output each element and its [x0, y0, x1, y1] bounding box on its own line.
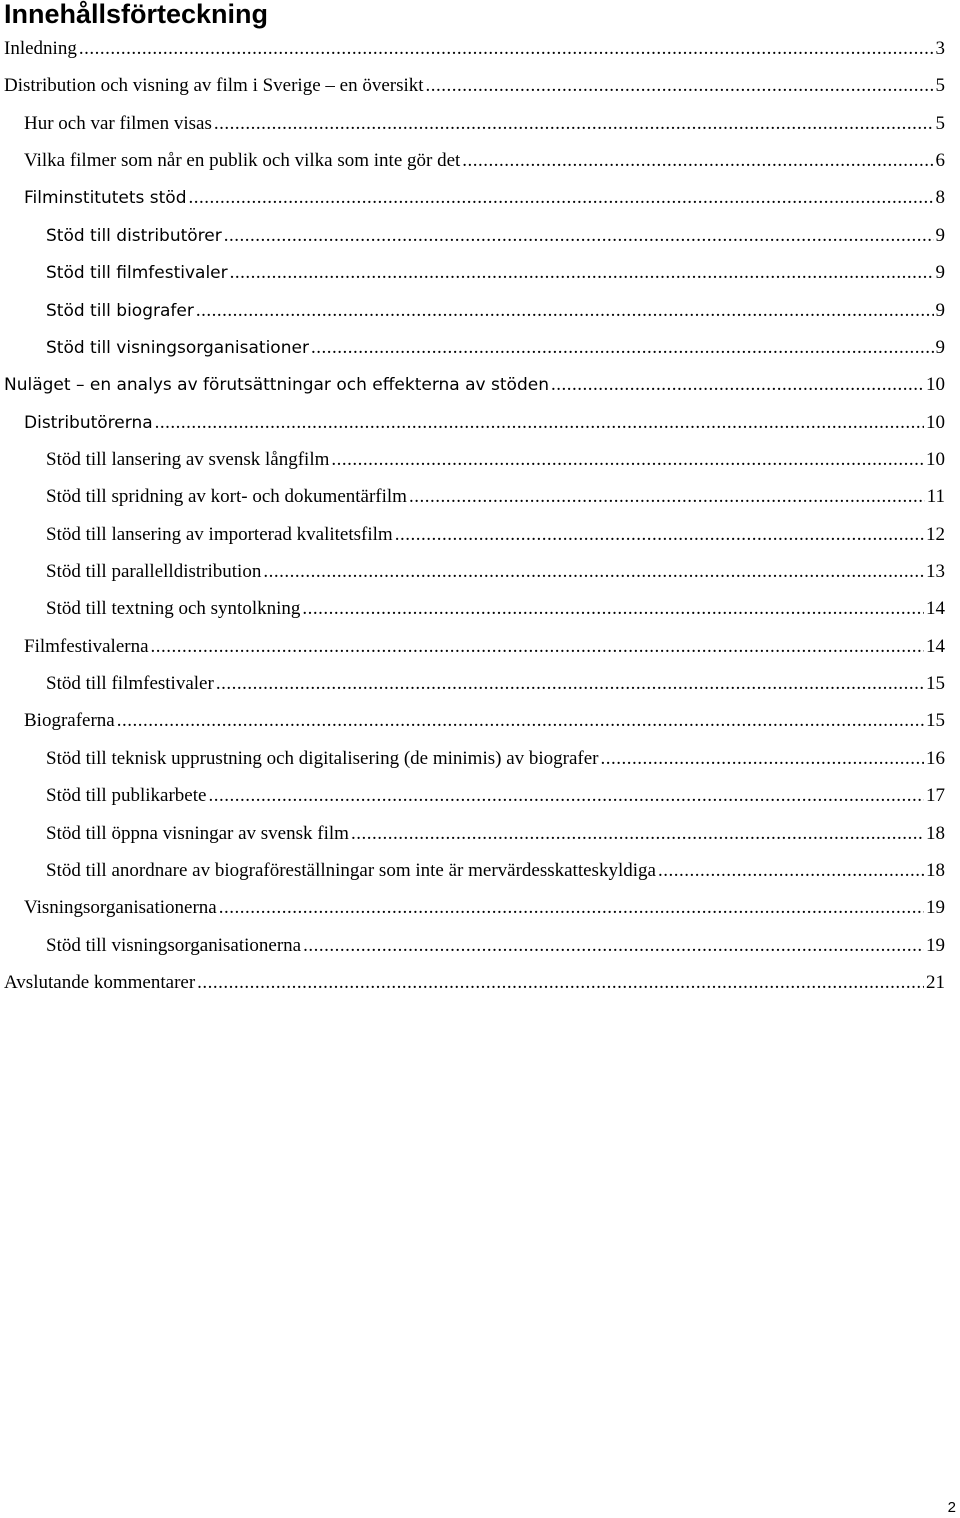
toc-dot-leader	[219, 889, 924, 926]
toc-entry-page: 21	[926, 971, 945, 993]
toc-entry-label: Biograferna	[24, 710, 115, 732]
toc-entry[interactable]	[0, 815, 945, 852]
toc-entry[interactable]	[0, 852, 945, 889]
toc-entry-page: 18	[926, 859, 945, 881]
toc-entry[interactable]	[0, 142, 945, 179]
toc-dot-leader	[155, 404, 924, 441]
toc-entry[interactable]	[0, 553, 945, 590]
toc-entry-page: 15	[926, 673, 945, 695]
toc-entry[interactable]	[0, 217, 945, 254]
toc-entry-label: Stöd till lansering av svensk långfilm	[46, 448, 330, 470]
toc-dot-leader	[216, 665, 924, 702]
toc-entry-label: Inledning	[4, 38, 77, 59]
toc-entry[interactable]	[0, 478, 945, 515]
toc-entry-label: Stöd till visningsorganisationer	[46, 337, 309, 358]
toc-entry[interactable]	[0, 254, 945, 291]
toc-dot-leader	[351, 815, 924, 852]
toc-entry-page: 14	[926, 635, 945, 657]
toc-entry-page: 12	[926, 523, 945, 545]
toc-dot-leader	[426, 67, 934, 104]
toc-entry-label: Stöd till distributörer	[46, 225, 222, 246]
toc-entry-label: Stöd till parallelldistribution	[46, 561, 262, 583]
toc-entry[interactable]	[0, 105, 945, 142]
toc-entry-page: 15	[926, 710, 945, 732]
toc-entry-label: Stöd till visningsorganisationerna	[46, 934, 302, 956]
toc-entry[interactable]	[0, 404, 945, 441]
toc-entry-page: 19	[926, 897, 945, 919]
toc-entry-page: 17	[926, 785, 945, 807]
toc-entry-page: 9	[935, 336, 945, 358]
toc-entry[interactable]	[0, 441, 945, 478]
toc-entry[interactable]	[0, 889, 945, 926]
toc-dot-leader	[601, 740, 924, 777]
toc-entry-page: 10	[926, 411, 945, 433]
toc-dot-leader	[230, 254, 934, 291]
toc-entry-label: Stöd till biografer	[46, 300, 194, 321]
toc-dot-leader	[263, 553, 924, 590]
toc-entry-label: Stöd till filmfestivaler	[46, 263, 228, 284]
toc-dot-leader	[197, 964, 924, 1001]
toc-entry[interactable]	[0, 777, 945, 814]
toc-dot-leader	[189, 179, 934, 216]
toc-entry-label: Stöd till textning och syntolkning	[46, 598, 301, 620]
toc-entry-label: Vilka filmer som når en publik och vilka som inte gör det	[24, 150, 461, 172]
toc-entry-page: 3	[935, 38, 945, 59]
toc-entry-label: Hur och var filmen visas	[24, 112, 212, 134]
toc-entry-label: Nuläget – en analys av förutsättningar och effekterna av stöden	[4, 375, 549, 396]
toc-entry-page: 6	[935, 150, 945, 172]
toc-entry-page: 9	[935, 224, 945, 246]
toc-entry[interactable]	[0, 590, 945, 627]
toc-dot-leader	[208, 777, 924, 814]
toc-entry[interactable]	[0, 516, 945, 553]
toc-entry-label: Stöd till öppna visningar av svensk film	[46, 822, 349, 844]
toc-entry-label: Filmfestivalerna	[24, 635, 149, 657]
toc-entry[interactable]	[0, 292, 945, 329]
toc-dot-leader	[79, 30, 934, 67]
toc-entry-page: 9	[935, 262, 945, 284]
toc-dot-leader	[658, 852, 924, 889]
toc-entry-label: Stöd till teknisk upprustning och digitalisering (de minimis) av biografer	[46, 747, 599, 769]
toc-entry-page: 8	[935, 187, 945, 209]
toc-dot-leader	[409, 478, 925, 515]
toc-dot-leader	[224, 217, 934, 254]
toc-entry-label: Avslutande kommentarer	[4, 971, 196, 993]
toc-entry-label: Filminstitutets stöd	[24, 188, 187, 209]
toc-entry[interactable]	[0, 329, 945, 366]
toc-entry-label: Stöd till spridning av kort- och dokumentärfilm	[46, 486, 407, 508]
toc-entry[interactable]	[0, 740, 945, 777]
toc-entry-page: 13	[926, 561, 945, 583]
toc-dot-leader	[462, 142, 933, 179]
toc-entry-label: Distributörerna	[24, 412, 153, 433]
toc-entry-page: 16	[926, 747, 945, 769]
toc-entry[interactable]	[0, 30, 945, 67]
toc-entry-page: 19	[926, 934, 945, 956]
toc-dot-leader	[196, 292, 934, 329]
toc-entry-page: 11	[926, 486, 945, 508]
toc-entry-page: 18	[926, 822, 945, 844]
toc-entry[interactable]	[0, 67, 945, 104]
toc-entry[interactable]	[0, 927, 945, 964]
toc-dot-leader	[331, 441, 924, 478]
toc-entry-label: Stöd till filmfestivaler	[46, 673, 214, 695]
toc-entry[interactable]	[0, 964, 945, 1001]
toc-entry-label: Distribution och visning av film i Sverige – en översikt	[4, 75, 424, 97]
toc-dot-leader	[117, 702, 924, 739]
toc-dot-leader	[551, 366, 924, 403]
toc-dot-leader	[303, 927, 924, 964]
toc-dot-leader	[311, 329, 934, 366]
toc-entry[interactable]	[0, 179, 945, 216]
toc-entry-label: Stöd till lansering av importerad kvalitetsfilm	[46, 523, 393, 545]
toc-dot-leader	[151, 628, 924, 665]
toc-entry[interactable]	[0, 366, 945, 403]
toc-entry-page: 5	[935, 75, 945, 97]
table-of-contents	[0, 30, 945, 1001]
toc-heading: Innehållsförteckning	[4, 0, 269, 29]
toc-entry-page: 10	[926, 374, 945, 396]
toc-entry-label: Stöd till anordnare av biograföreställningar som inte är mervärdesskatteskyldiga	[46, 859, 656, 881]
toc-entry-page: 14	[926, 598, 945, 620]
toc-dot-leader	[302, 590, 924, 627]
toc-entry-page: 5	[935, 112, 945, 134]
toc-dot-leader	[395, 516, 924, 553]
toc-dot-leader	[214, 105, 934, 142]
toc-entry-page: 9	[935, 299, 945, 321]
page-number: 2	[947, 1499, 956, 1516]
toc-entry[interactable]	[0, 628, 945, 665]
toc-entry-label: Visningsorganisationerna	[24, 897, 217, 919]
toc-entry-page: 10	[926, 448, 945, 470]
toc-entry[interactable]	[0, 702, 945, 739]
toc-entry-label: Stöd till publikarbete	[46, 785, 207, 807]
toc-entry[interactable]	[0, 665, 945, 702]
